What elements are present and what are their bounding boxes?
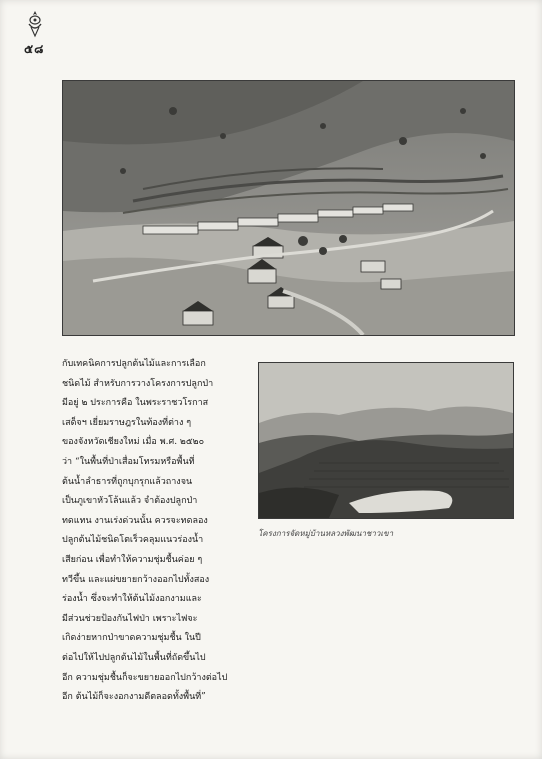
body-line: ต่อไปให้ไปปลูกต้นไม้ในพื้นที่ถัดขึ้นไป bbox=[62, 652, 206, 663]
body-line: ต้นน้ำลำธารที่ถูกบุกรุกแล้วถางจน bbox=[62, 476, 193, 487]
reforested-hills-photo bbox=[258, 362, 514, 519]
body-line: มีอยู่ ๒ ประการคือ ในพระราชวโรกาส bbox=[62, 398, 209, 409]
body-line: อีก ความชุ่มชื้นก็จะขยายออกไปกว้างต่อไป bbox=[62, 672, 228, 683]
body-line: เสด็จฯ เยี่ยมราษฎรในท้องที่ต่าง ๆ bbox=[62, 417, 192, 428]
body-line: อีก ต้นไม้ก็จะงอกงามดีตลอดทั้งพื้นที่” bbox=[62, 692, 206, 703]
body-text bbox=[62, 355, 248, 708]
body-line: ทวีขึ้น และแผ่ขยายกว้างออกไปทั้งสอง bbox=[62, 574, 210, 585]
body-line: ปลูกต้นไม้ชนิดโตเร็วคลุมแนวร่องน้ำ bbox=[62, 535, 204, 546]
hillside-village-photo bbox=[62, 80, 515, 336]
page-number: ๕๘ bbox=[24, 42, 45, 56]
body-line: กับเทคนิคการปลูกต้นไม้และการเลือก bbox=[62, 359, 206, 369]
royal-emblem-icon bbox=[24, 10, 46, 38]
body-line: เป็นภูเขาหัวโล้นแล้ว จำต้องปลูกป่า bbox=[62, 496, 198, 507]
body-line: ทดแทน งานเร่งด่วนนั้น ควรจะทดลอง bbox=[62, 515, 208, 526]
body-line: เสียก่อน เพื่อทำให้ความชุ่มชื้นค่อย ๆ bbox=[62, 554, 203, 565]
body-line: ร่องน้ำ ซึ่งจะทำให้ต้นไม้งอกงามและ bbox=[62, 594, 202, 605]
body-line: ของจังหวัดเชียงใหม่ เมื่อ พ.ศ. ๒๕๒๐ bbox=[62, 437, 205, 448]
photo-caption: โครงการจัดหมู่บ้านหลวงพัฒนาชาวเขา bbox=[258, 529, 394, 538]
body-line: ว่า “ในพื้นที่ป่าเสื่อมโทรมหรือพื้นที่ bbox=[62, 456, 195, 467]
body-line: เกิดง่ายหากป่าขาดความชุ่มชื้น ในปี bbox=[62, 633, 201, 644]
body-line: ชนิดไม้ สำหรับการวางโครงการปลูกป่า bbox=[62, 378, 214, 389]
body-line: มีส่วนช่วยป้องกันไฟป่า เพราะไฟจะ bbox=[62, 613, 198, 624]
